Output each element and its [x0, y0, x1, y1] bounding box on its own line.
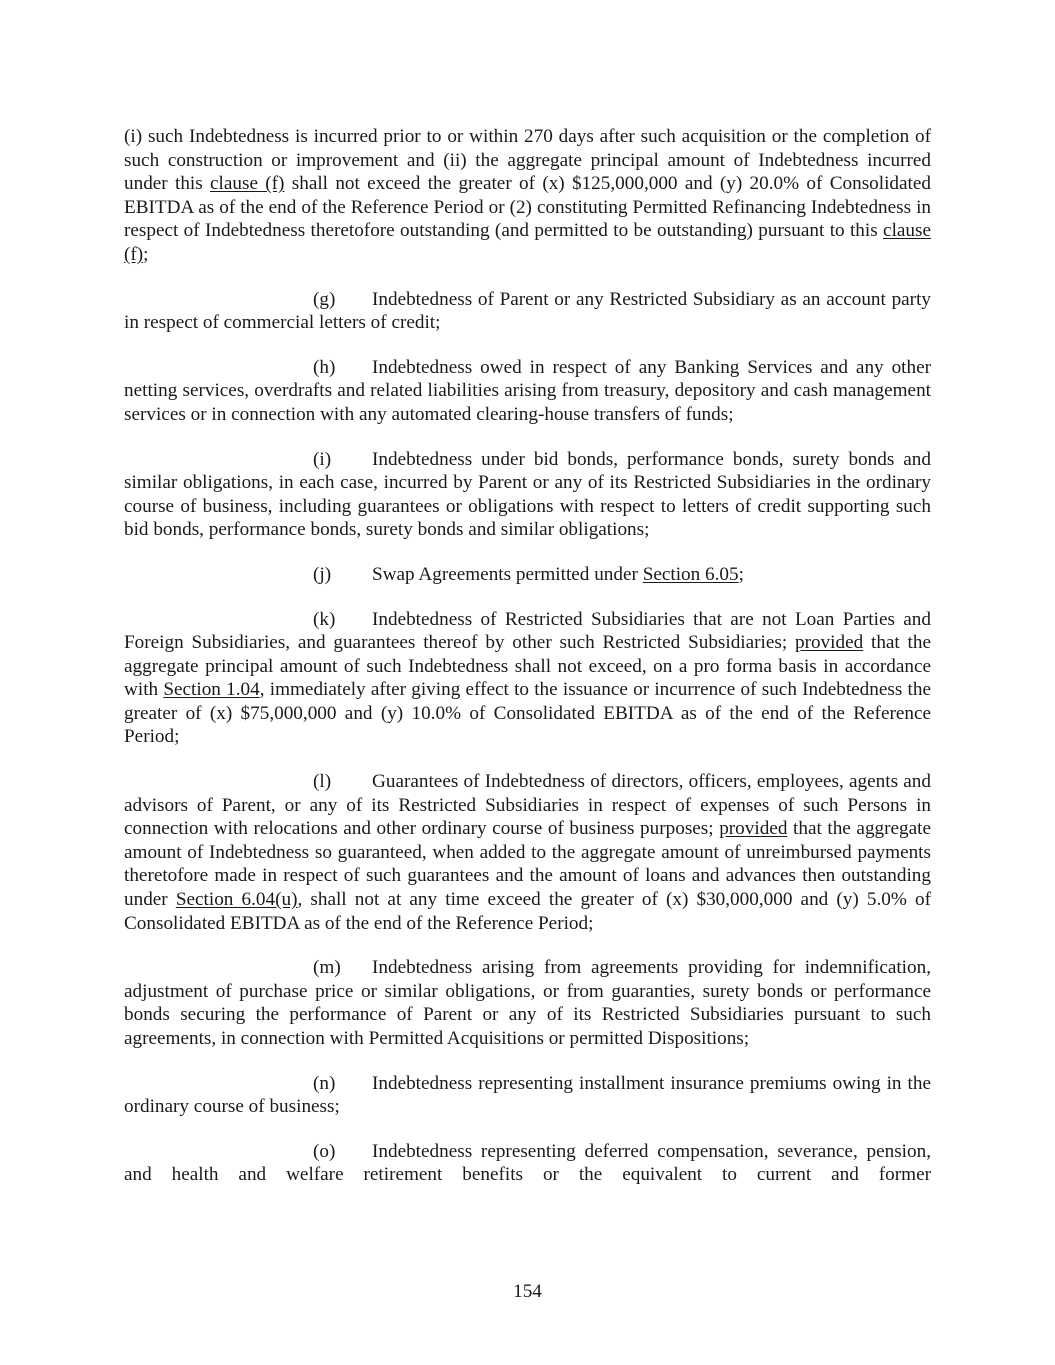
- paragraph-clause-j: (j) Swap Agreements permitted under Section 6.05;: [313, 563, 744, 585]
- paragraph-clause-f-continuation: (i) such Indebtedness is incurred prior to or within 270 days after such acquisition or the completion of such construction or improvement and (ii) the aggregate principal amount of Indebtedness incurred under this clause (f) shall not exceed the greater of (x) $125,000,000 and (y) 20.0% of Consolidated EBITDA as of the end of the Reference Period or (2) constituting Permitted Refinancing Indebtedness in respect of Indebtedness theretofore outstanding (and permitted to be outstanding) pursuant to this clause (f);: [124, 126, 931, 265]
- clause-label: (o): [313, 1140, 336, 1162]
- clause-label: (n): [313, 1072, 336, 1094]
- document-page: [124, 125, 931, 1208]
- clause-label: (l): [313, 771, 332, 793]
- paragraph-clause-n: (n) Indebtedness representing installment insurance premiums owing in the ordinary course of business;: [124, 1072, 931, 1118]
- paragraph-clause-h: (h) Indebtedness owed in respect of any Banking Services and any other netting services, overdrafts and related liabilities arising from treasury, depository and cash management services or in connection with any automated clearing-house transfers of funds;: [124, 356, 931, 425]
- paragraph-clause-i: (i) Indebtedness under bid bonds, performance bonds, surety bonds and similar obligations, in each case, incurred by Parent or any of its Restricted Subsidiaries in the ordinary course of business, including guarantees or obligations with respect to letters of credit supporting such bid bonds, performance bonds, surety bonds and similar obligations;: [124, 448, 931, 541]
- paragraph-clause-l: (l) Guarantees of Indebtedness of directors, officers, employees, agents and advisors of Parent, or any of its Restricted Subsidiaries in respect of expenses of such Persons in connection with relocations and other ordinary course of business purposes; provided that the aggregate amount of Indebtedness so guaranteed, when added to the aggregate amount of unreimbursed payments theretofore made in respect of such guarantees and the amount of loans and advances then outstanding under Section 6.04(u), shall not at any time exceed the greater of (x) $30,000,000 and (y) 5.0% of Consolidated EBITDA as of the end of the Reference Period;: [124, 771, 931, 934]
- clause-label: (m): [313, 957, 341, 979]
- section-6-04u-link[interactable]: Section 6.04(u): [175, 889, 298, 911]
- section-6-05-link[interactable]: Section 6.05: [642, 563, 739, 585]
- page-number: 154: [513, 1281, 542, 1302]
- clause-label: (i): [313, 448, 332, 470]
- clause-label: (g): [313, 288, 336, 310]
- paragraph-clause-g: (g) Indebtedness of Parent or any Restricted Subsidiary as an account party in respect of commercial letters of credit;: [124, 288, 931, 334]
- paragraph-clause-o: (o) Indebtedness representing deferred compensation, severance, pension, and health and welfare retirement benefits or the equivalent to current and former: [124, 1140, 931, 1186]
- clause-f-reference-link[interactable]: clause (f): [124, 220, 931, 265]
- provided-term: provided: [794, 632, 864, 654]
- clause-f-reference-link[interactable]: clause (f): [210, 173, 285, 195]
- provided-term: provided: [719, 818, 788, 840]
- clause-label: (k): [313, 608, 336, 630]
- section-1-04-link[interactable]: Section 1.04: [163, 679, 260, 701]
- clause-label: (h): [313, 356, 336, 378]
- paragraph-clause-k: (k) Indebtedness of Restricted Subsidiaries that are not Loan Parties and Foreign Subsidiaries, and guarantees thereof by other such Restricted Subsidiaries; provided that the aggregate principal amount of such Indebtedness shall not exceed, on a pro forma basis in accordance with Section 1.04, immediately after giving effect to the issuance or incurrence of such Indebtedness the greater of (x) $75,000,000 and (y) 10.0% of Consolidated EBITDA as of the end of the Reference Period;: [124, 608, 931, 748]
- clause-label: (j): [313, 563, 332, 585]
- paragraph-clause-m: (m) Indebtedness arising from agreements providing for indemnification, adjustment of purchase price or similar obligations, or from guaranties, surety bonds or performance bonds securing the performance of Parent or any of its Restricted Subsidiaries pursuant to such agreements, in connection with Permitted Acquisitions or permitted Dispositions;: [124, 957, 931, 1049]
